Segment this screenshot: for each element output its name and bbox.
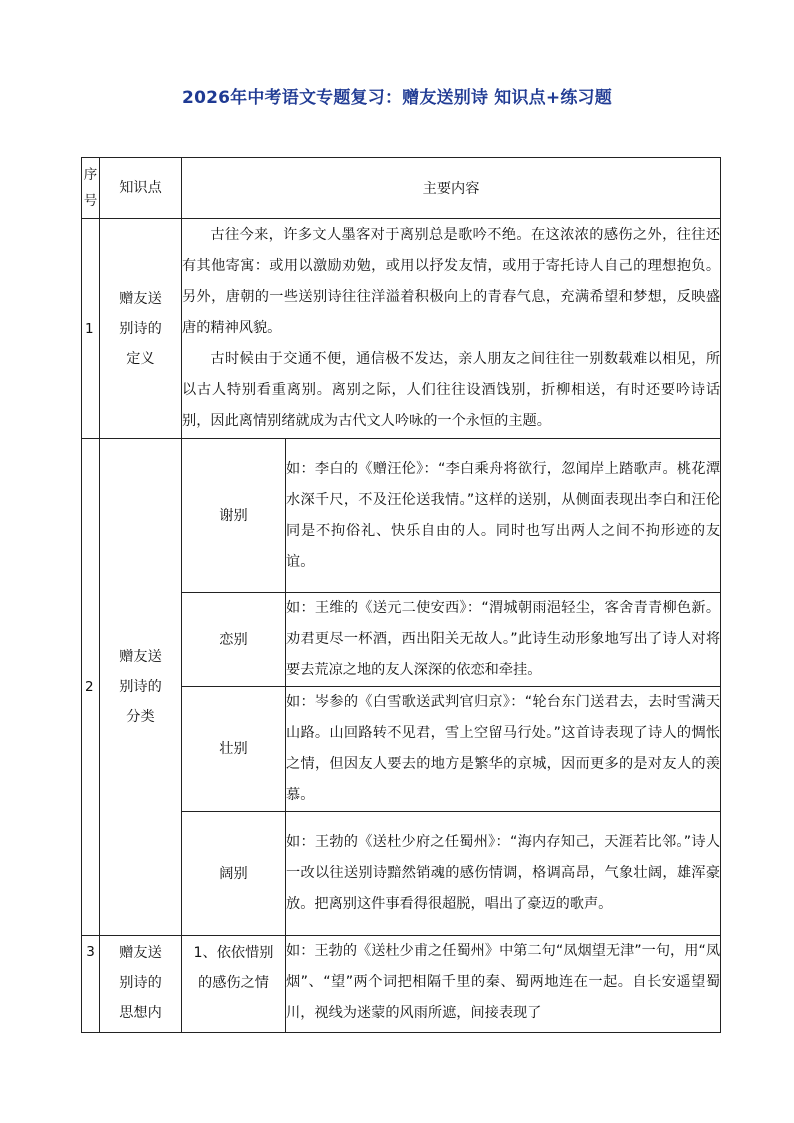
paragraph: 古时候由于交通不便，通信极不发达，亲人朋友之间往往一别数载难以相见，所以古人特别看重离别。离别之际，人们往往设酒饯别，折柳相送，有时还要吟诗话别，因此离情别绪就成为古代文人吟咏的一个永恒的主题。 — [182, 351, 721, 429]
table-row — [82, 219, 721, 439]
sub-content: 如：李白的《赠汪伦》：“李白乘舟将欲行，忽闻岸上踏歌声。桃花潭水深千尺，不及汪伦送我情。”这样的送别，从侧面表现出李白和汪伦同是不拘俗礼、快乐自由的人。同时也写出两人之间不拘形迹的友谊。 — [286, 439, 721, 593]
header-point: 知识点 — [100, 158, 182, 219]
paragraph: 古往今来，许多文人墨客对于离别总是歌吟不绝。在这浓浓的感伤之外，往往还有其他寄寓：或用以激励劝勉，或用以抒发友情，或用于寄托诗人自己的理想抱负。另外，唐朝的一些送别诗往往洋溢着积极向上的青春气息，充满希望和梦想，反映盛唐的精神风貌。 — [182, 227, 721, 336]
sub-content: 如：王维的《送元二使安西》：“渭城朝雨浥轻尘，客舍青青柳色新。劝君更尽一杯酒，西出阳关无故人。”此诗生动形象地写出了诗人对将要去荒凉之地的友人深深的依恋和牵挂。 — [286, 593, 721, 687]
table-row — [82, 936, 721, 1033]
sub-content: 如：王勃的《送杜少府之任蜀州》：“海内存知己，天涯若比邻。”诗人一改以往送别诗黯然销魂的感伤情调，格调高昂，气象壮阔，雄浑豪放。把离别这件事看得很超脱，唱出了豪迈的歌声。 — [286, 812, 721, 936]
header-no: 序号 — [82, 158, 100, 219]
row-content — [182, 219, 721, 439]
row-number: 2 — [82, 439, 100, 936]
row-point: 赠友送别诗的分类 — [100, 439, 182, 936]
table-row — [82, 439, 721, 593]
sub-category: 1、依依惜别的感伤之情 — [182, 936, 286, 1033]
table-header-row — [82, 158, 721, 219]
sub-category: 阔别 — [182, 812, 286, 936]
knowledge-table — [81, 157, 721, 1033]
sub-category: 谢别 — [182, 439, 286, 593]
row-point: 赠友送别诗的定义 — [100, 219, 182, 439]
sub-category: 壮别 — [182, 687, 286, 812]
row-point: 赠友送别诗的思想内 — [100, 936, 182, 1033]
sub-content: 如：岑参的《白雪歌送武判官归京》：“轮台东门送君去，去时雪满天山路。山回路转不见君，雪上空留马行处。”这首诗表现了诗人的惆怅之情，但因友人要去的地方是繁华的京城，因而更多的是对友人的羡慕。 — [286, 687, 721, 812]
sub-category: 恋别 — [182, 593, 286, 687]
row-number: 1 — [82, 219, 100, 439]
sub-content: 如：王勃的《送杜少甫之任蜀州》中第二句“凤烟望无津”一句，用“凤烟”、“望”两个词把相隔千里的秦、蜀两地连在一起。自长安遥望蜀川，视线为迷蒙的风雨所遮，间接表现了 — [286, 936, 721, 1033]
header-content: 主要内容 — [182, 158, 721, 219]
row-number: 3 — [82, 936, 100, 1033]
page-title: 2026年中考语文专题复习：赠友送别诗 知识点+练习题 — [182, 88, 612, 108]
